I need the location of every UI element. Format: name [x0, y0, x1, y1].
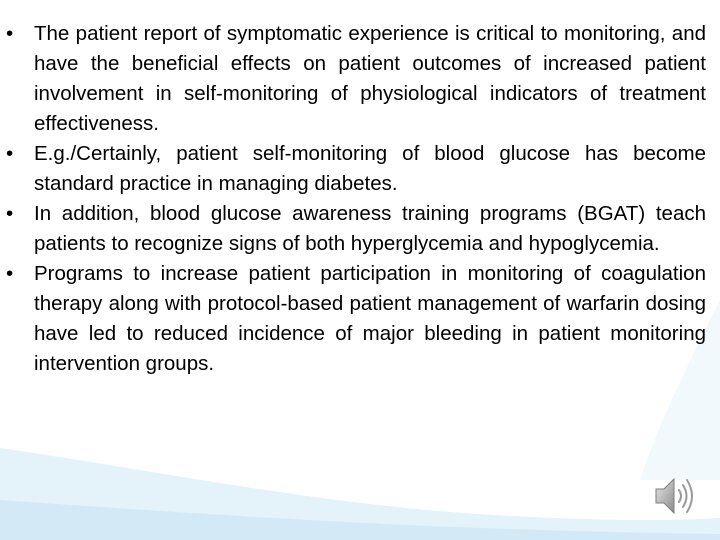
bullet-text: Programs to increase patient participation in monitoring of coagulation therapy along with protocol-based patient management of warfarin dosing have led to reduced incidence of major bleeding in patient monitoring intervention groups.	[34, 262, 706, 375]
bullet-text: E.g./Certainly, patient self-monitoring of blood glucose has become standard practice in managing diabetes.	[34, 142, 706, 195]
bullet-text: The patient report of symptomatic experience is critical to monitoring, and have the beneficial effects on patient outcomes of increased patient involvement in self-monitoring of physiological indicators of treatment effectiveness.	[34, 22, 706, 135]
sound-wave-middle	[683, 485, 687, 507]
bullet-marker: •	[6, 142, 14, 165]
speaker-body	[656, 479, 674, 513]
bullet-text: In addition, blood glucose awareness training programs (BGAT) teach patients to recognize signs of both hyperglycemia and hypoglycemia.	[34, 202, 706, 255]
bullet-marker: •	[6, 262, 14, 285]
bullet-marker: •	[6, 202, 14, 225]
bullet-item	[0, 139, 720, 199]
bullet-item	[0, 259, 720, 379]
sound-wave-inner	[679, 490, 681, 502]
bullet-item	[0, 19, 720, 139]
bullet-item	[0, 199, 720, 259]
bullet-marker: •	[6, 22, 14, 45]
bullet-list	[0, 19, 720, 379]
speaker-icon[interactable]	[652, 472, 696, 520]
sound-wave-outer	[687, 480, 692, 512]
